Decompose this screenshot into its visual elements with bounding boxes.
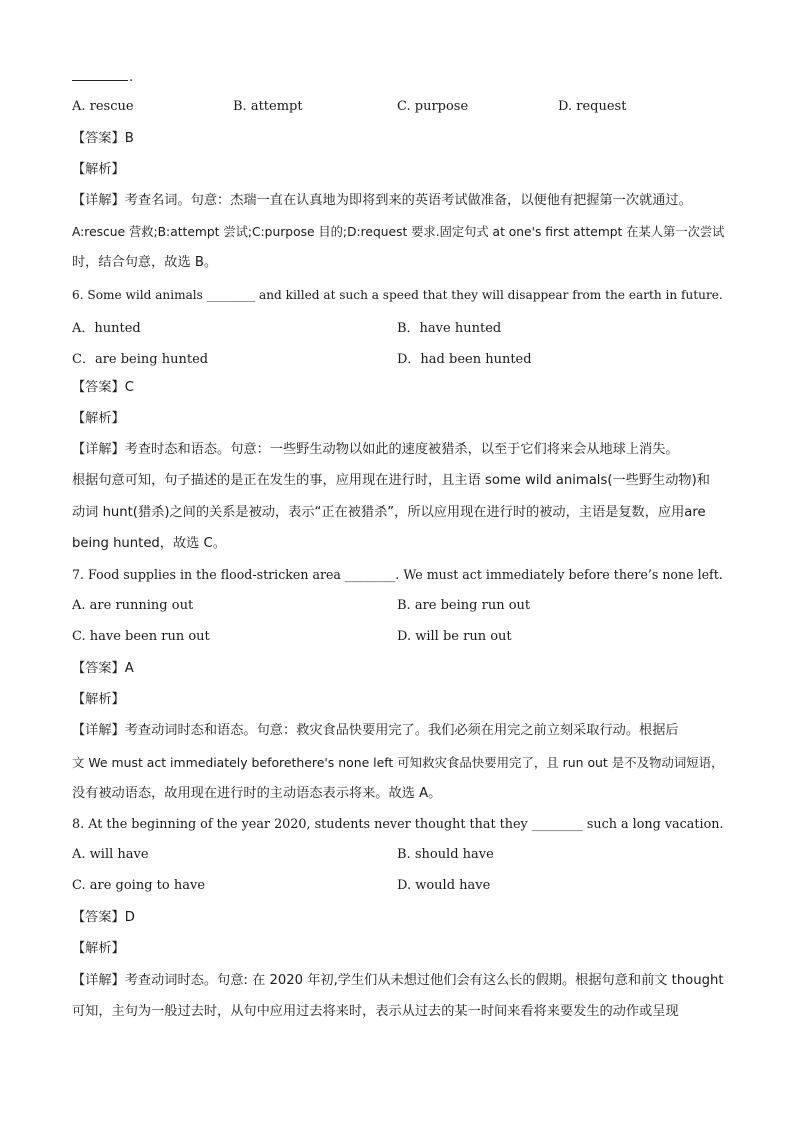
analysis-text: 【详解】考查时态和语态。句意：一些野生动物以如此的速度被猎杀，以至于它们将来会从地球上消失。 <box>72 442 679 457</box>
option-c: C. are going to have <box>72 878 206 893</box>
option-c: C. purpose <box>397 99 469 114</box>
answer-blank <box>72 80 128 81</box>
option-b: B. attempt <box>233 99 303 114</box>
analysis-text: being hunted，故选 C。 <box>72 536 226 551</box>
analysis-text: 时，结合句意，故选 B。 <box>72 255 218 270</box>
option-d: D. would have <box>397 878 491 893</box>
answer-label: 【答案】D <box>72 910 135 925</box>
question-stem: 6. Some wild animals ________ and killed at such a speed that they will disappear from the earth in future. <box>72 288 723 302</box>
option-c: C．are being hunted <box>72 352 209 367</box>
option-d: D. will be run out <box>397 629 512 644</box>
analysis-label: 【解析】 <box>72 162 125 177</box>
option-b: B．have hunted <box>397 321 502 336</box>
option-a: A．hunted <box>72 321 141 336</box>
analysis-text: A:rescue 营救;B:attempt 尝试;C:purpose 目的;D:request 要求.固定句式 at one's first attempt 在某人第一次尝试 <box>72 225 725 239</box>
option-a: A. will have <box>72 847 149 862</box>
analysis-text: 可知，主句为一般过去时，从句中应用过去将来时，表示从过去的某一时间来看将来要发生的动作或呈现 <box>72 1004 679 1019</box>
analysis-text: 根据句意可知，句子描述的是正在发生的事，应用现在进行时，且主语 some wild animals(一些野生动物)和 <box>72 473 710 488</box>
analysis-text: 没有被动语态，故用现在进行时的主动语态表示将来。故选 A。 <box>72 786 442 801</box>
answer-label: 【答案】C <box>72 380 134 395</box>
option-b: B. should have <box>397 847 494 862</box>
analysis-label: 【解析】 <box>72 692 125 707</box>
option-c: C. have been run out <box>72 629 210 644</box>
option-d: D. request <box>558 99 627 114</box>
answer-label: 【答案】B <box>72 131 134 146</box>
analysis-text: 【详解】考查动词时态。句意: 在 2020 年初,学生们从未想过他们会有这么长的假期。根据句意和前文 thought <box>72 973 724 988</box>
analysis-text: 【详解】考查动词时态和语态。句意：救灾食品快要用完了。我们必须在用完之前立刻采取行动。根据后 <box>72 723 679 738</box>
option-a: A. are running out <box>72 598 194 613</box>
punctuation-period: . <box>129 70 134 85</box>
answer-label: 【答案】A <box>72 661 134 676</box>
analysis-text: 文 We must act immediately beforethere's none left 可知救灾食品快要用完了，且 run out 是不及物动词短语， <box>72 755 724 770</box>
analysis-label: 【解析】 <box>72 941 125 956</box>
analysis-text: 动词 hunt(猎杀)之间的关系是被动，表示“正在被猎杀”，所以应用现在进行时的被动，主语是复数，应用are <box>72 505 706 520</box>
analysis-label: 【解析】 <box>72 411 125 426</box>
question-stem: 7. Food supplies in the flood-stricken area ________. We must act immediately before there’s none left. <box>72 567 723 582</box>
question-stem: 8. At the beginning of the year 2020, students never thought that they ________ such a long vacation. <box>72 817 724 832</box>
option-a: A. rescue <box>72 99 134 114</box>
option-b: B. are being run out <box>397 598 531 613</box>
option-d: D．had been hunted <box>397 352 532 367</box>
analysis-text: 【详解】考查名词。句意：杰瑞一直在认真地为即将到来的英语考试做准备，以便他有把握第一次就通过。 <box>72 193 692 208</box>
